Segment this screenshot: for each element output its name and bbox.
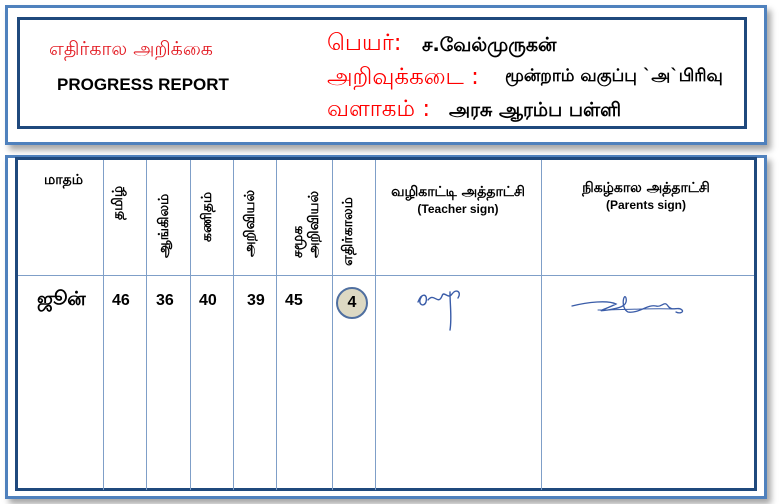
- teacher-sign-subtitle: (Teacher sign): [417, 202, 499, 216]
- score-maths: 40: [199, 292, 217, 309]
- teacher-sign-title: வழிகாட்டி அத்தாட்சி: [391, 184, 525, 200]
- score-science: 39: [247, 292, 265, 309]
- column-divider: [276, 160, 277, 490]
- score-social-science: 45: [285, 292, 303, 309]
- subject-header-maths: கணிதம்: [199, 191, 215, 242]
- report-title-english: PROGRESS REPORT: [57, 75, 229, 94]
- school-value: அரசு ஆரம்ப பள்ளி: [449, 99, 622, 121]
- teacher-sign-header: [378, 184, 538, 218]
- column-divider: [190, 160, 191, 490]
- subject-header-english: ஆங்கிலம்: [156, 193, 172, 258]
- parent-signature: [568, 288, 688, 322]
- name-value: ச.வேல்முருகன்: [422, 34, 557, 56]
- parents-sign-header: [544, 180, 748, 214]
- subject-header-tamil: தமிழ்: [110, 185, 126, 220]
- column-divider: [233, 160, 234, 490]
- score-future-badge: 4: [336, 287, 368, 319]
- row-month: ஜூன்: [37, 288, 86, 310]
- score-tamil: 46: [112, 292, 130, 309]
- parents-sign-subtitle: (Parents sign): [605, 198, 686, 212]
- school-label: வளாகம் :: [327, 96, 431, 122]
- column-divider: [541, 160, 542, 490]
- subject-header-social-science: சமூக அறிவியல்: [290, 190, 322, 258]
- name-label: பெயர்:: [327, 30, 402, 56]
- header-row-divider: [18, 275, 754, 276]
- class-label: அறிவுக்கடை :: [327, 64, 479, 90]
- parents-sign-title: நிகழ்கால அத்தாட்சி: [582, 180, 710, 196]
- subject-header-science: அறிவியல்: [242, 189, 258, 257]
- subject-header-future: எதிர்காலம்: [340, 197, 356, 266]
- column-divider: [375, 160, 376, 490]
- report-title-tamil: எதிர்கால அறிக்கை: [49, 38, 213, 60]
- class-value: மூன்றாம் வகுப்பு `அ`பிரிவு: [505, 66, 723, 86]
- column-divider: [103, 160, 104, 490]
- score-english: 36: [156, 292, 174, 309]
- column-divider: [146, 160, 147, 490]
- teacher-signature: [410, 282, 470, 334]
- column-divider: [332, 160, 333, 490]
- month-column-header: மாதம்: [44, 172, 83, 188]
